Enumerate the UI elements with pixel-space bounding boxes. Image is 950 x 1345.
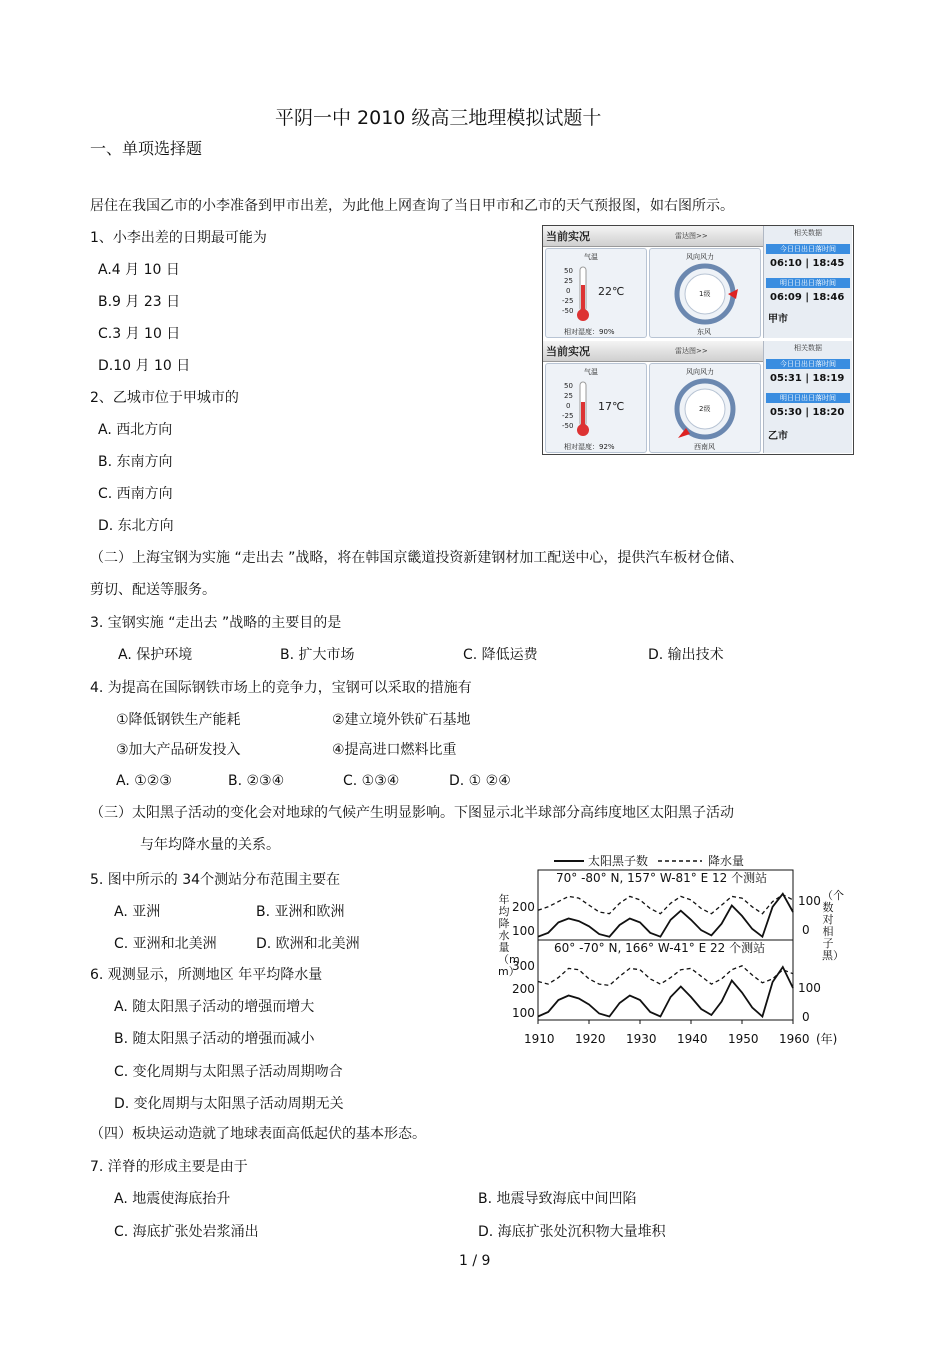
- thermo-scale-4: -25: [562, 297, 574, 305]
- q2-option-c[interactable]: C. 西南方向: [98, 486, 173, 502]
- wind-level: 1级: [699, 290, 711, 298]
- wind-direction: 西南风: [694, 443, 715, 451]
- q2-option-a[interactable]: A. 西北方向: [98, 422, 173, 438]
- wind-direction: 东风: [697, 328, 711, 336]
- page-number: 1 / 9: [459, 1253, 491, 1269]
- panel2-series: [538, 966, 793, 1017]
- q2-option-d[interactable]: D. 东北方向: [98, 518, 174, 534]
- q6-stem: 6. 观测显示，所测地区 年平均降水量: [90, 967, 323, 983]
- q3-option-b[interactable]: B. 扩大市场: [280, 647, 355, 663]
- today-sun-time: 05:31 | 18:19: [770, 373, 845, 384]
- q1-option-b[interactable]: B.9 月 23 日: [98, 294, 181, 310]
- q5-option-d[interactable]: D. 欧洲和北美洲: [256, 936, 360, 952]
- q1-stem: 1、小李出差的日期最可能为: [90, 230, 267, 246]
- panel1-left-tick-100: 100: [512, 924, 535, 938]
- thermo-scale-5: -50: [562, 307, 574, 315]
- thermometer-icon: [576, 380, 590, 438]
- q5-option-a[interactable]: A. 亚洲: [114, 904, 161, 920]
- wind-label: 风向风力: [686, 368, 714, 376]
- panel1-title: 70° -80° N, 157° W-81° E 12 个测站: [556, 871, 768, 885]
- q7-option-a[interactable]: A. 地震使海底抬升: [114, 1191, 231, 1207]
- intro-paragraph: 居住在我国乙市的小李准备到甲市出差，为此他上网查询了当日甲市和乙市的天气预报图，如右图所示。: [90, 198, 734, 214]
- q7-stem: 7. 洋脊的形成主要是由于: [90, 1159, 248, 1175]
- panel2-left-tick-100: 100: [512, 1006, 535, 1020]
- temperature-box: [545, 363, 647, 453]
- city-name: 甲市: [768, 314, 788, 325]
- x-tick-label: 1930: [626, 1032, 657, 1046]
- q4-item-3: ③加大产品研发投入: [116, 742, 241, 758]
- weather-panel-yi: [543, 341, 851, 453]
- x-axis-ticks: [524, 1020, 810, 1046]
- thermo-scale-4: -25: [562, 412, 574, 420]
- x-tick-label: 1950: [728, 1032, 759, 1046]
- panel2-sunspot-line: [538, 967, 793, 1017]
- panel-header-title: 当前实况: [546, 345, 590, 358]
- q3-stem: 3. 宝钢实施 “走出去 ”战略的主要目的是: [90, 615, 342, 631]
- thermo-scale-1: 50: [564, 267, 573, 275]
- thermo-scale-1: 50: [564, 382, 573, 390]
- sun-data-box: [763, 341, 852, 453]
- panel1-right-tick-0: 0: [802, 923, 810, 937]
- temperature-label: 气温: [584, 253, 598, 261]
- q4-item-4: ④提高进口燃料比重: [332, 742, 457, 758]
- temperature-value: 22℃: [598, 285, 625, 298]
- q4-stem: 4. 为提高在国际钢铁市场上的竞争力，宝钢可以采取的措施有: [90, 680, 472, 696]
- section-heading: 一、单项选择题: [90, 139, 203, 158]
- thermo-scale-3: 0: [566, 402, 571, 410]
- panel2-right-tick-0: 0: [802, 1010, 810, 1024]
- temperature-label: 气温: [584, 368, 598, 376]
- panel1-precip-line: [538, 895, 793, 914]
- tomorrow-sun-time: 05:30 | 18:20: [770, 407, 845, 418]
- q3-option-c[interactable]: C. 降低运费: [463, 647, 538, 663]
- x-axis-unit: (年): [816, 1032, 838, 1046]
- wind-box: [649, 248, 761, 338]
- panel1-right-tick-100: 100: [798, 894, 821, 908]
- thermo-scale-3: 0: [566, 287, 571, 295]
- weather-figure: [542, 225, 854, 455]
- left-axis-label: 年均降水量（mm）: [498, 893, 520, 978]
- q2-option-b[interactable]: B. 东南方向: [98, 454, 173, 470]
- thermo-scale-2: 25: [564, 277, 573, 285]
- part2-paragraph-line2: 剪切、配送等服务。: [90, 582, 216, 598]
- q4-option-d[interactable]: D. ① ②④: [449, 773, 511, 789]
- sunspot-precipitation-chart: [496, 850, 846, 1054]
- thermo-scale-2: 25: [564, 392, 573, 400]
- city-name: 乙市: [768, 431, 788, 442]
- data-header: 相关数据: [794, 344, 822, 352]
- q2-stem: 2、乙城市位于甲城市的: [90, 390, 239, 406]
- q4-option-c[interactable]: C. ①③④: [343, 773, 400, 789]
- legend-sunspot: 太阳黑子数: [588, 854, 649, 868]
- panel2-right-tick-100: 100: [798, 981, 821, 995]
- q4-option-a[interactable]: A. ①②③: [116, 773, 172, 789]
- wind-level: 2级: [699, 405, 711, 413]
- panel1-sunspot-line: [538, 894, 793, 937]
- q5-option-b[interactable]: B. 亚洲和欧洲: [256, 904, 345, 920]
- q6-option-a[interactable]: A. 随太阳黑子活动的增强而增大: [114, 999, 315, 1015]
- q6-option-c[interactable]: C. 变化周期与太阳黑子活动周期吻合: [114, 1064, 343, 1080]
- thermo-scale-5: -50: [562, 422, 574, 430]
- q1-option-a[interactable]: A.4 月 10 日: [98, 262, 180, 278]
- tomorrow-sun-label: 明日日出日落时间: [766, 278, 850, 288]
- legend-precip: 降水量: [708, 854, 745, 868]
- part3-paragraph-line1: （三）太阳黑子活动的变化会对地球的气候产生明显影响。下图显示北半球部分高纬度地区太阳黑子活动: [90, 805, 734, 821]
- chart-canvas: [496, 850, 846, 1050]
- part2-paragraph-line1: （二）上海宝钢为实施 “走出去 ”战略，将在韩国京畿道投资新建钢材加工配送中心，提供汽车板材仓储、: [90, 550, 744, 566]
- radar-link[interactable]: 雷达图>>: [675, 347, 708, 355]
- panel-header-title: 当前实况: [546, 230, 590, 243]
- wind-box: [649, 363, 761, 453]
- panel2-title: 60° -70° N, 166° W-41° E 22 个测站: [554, 941, 766, 955]
- temperature-value: 17℃: [598, 400, 625, 413]
- x-tick-label: 1940: [677, 1032, 708, 1046]
- thermometer-icon: [576, 265, 590, 323]
- panel2-left-tick-200: 200: [512, 982, 535, 996]
- q1-option-c[interactable]: C.3 月 10 日: [98, 326, 181, 342]
- radar-link[interactable]: 雷达图>>: [675, 232, 708, 240]
- humidity-text: 相对湿度：92%: [564, 443, 615, 451]
- part3-paragraph-line2: 与年均降水量的关系。: [140, 837, 280, 853]
- q1-option-d[interactable]: D.10 月 10 日: [98, 358, 191, 374]
- q7-option-d[interactable]: D. 海底扩张处沉积物大量堆积: [478, 1224, 666, 1240]
- humidity-text: 相对湿度：90%: [564, 328, 615, 336]
- x-tick-label: 1920: [575, 1032, 606, 1046]
- page-title: 平阴一中 2010 级高三地理模拟试题十: [275, 107, 602, 129]
- sun-data-box: [763, 226, 852, 338]
- weather-panel-jia: [543, 226, 851, 338]
- panel1-left-tick-200: 200: [512, 900, 535, 914]
- data-header: 相关数据: [794, 229, 822, 237]
- tomorrow-sun-time: 06:09 | 18:46: [770, 292, 845, 303]
- q6-option-b[interactable]: B. 随太阳黑子活动的增强而减小: [114, 1031, 315, 1047]
- q3-option-d[interactable]: D. 输出技术: [648, 647, 724, 663]
- x-tick-label: 1960: [779, 1032, 810, 1046]
- q4-option-b[interactable]: B. ②③④: [228, 773, 285, 789]
- q4-item-1: ①降低钢铁生产能耗: [116, 712, 241, 728]
- q6-option-d[interactable]: D. 变化周期与太阳黑子活动周期无关: [114, 1096, 344, 1112]
- q3-option-a[interactable]: A. 保护环境: [118, 647, 193, 663]
- q7-option-c[interactable]: C. 海底扩张处岩浆涌出: [114, 1224, 259, 1240]
- temperature-box: [545, 248, 647, 338]
- part4-paragraph: （四）板块运动造就了地球表面高低起伏的基本形态。: [90, 1126, 426, 1142]
- today-sun-label: 今日日出日落时间: [766, 244, 850, 254]
- today-sun-label: 今日日出日落时间: [766, 359, 850, 369]
- tomorrow-sun-label: 明日日出日落时间: [766, 393, 850, 403]
- q7-option-b[interactable]: B. 地震导致海底中间凹陷: [478, 1191, 637, 1207]
- panel2-left-tick-300: 300: [512, 959, 535, 973]
- today-sun-time: 06:10 | 18:45: [770, 258, 845, 269]
- q4-item-2: ②建立境外铁矿石基地: [332, 712, 471, 728]
- panel2-precip-line: [538, 966, 793, 986]
- q5-stem: 5. 图中所示的 34个测站分布范围主要在: [90, 872, 341, 888]
- panel1-series: [538, 894, 793, 937]
- wind-label: 风向风力: [686, 253, 714, 261]
- q5-option-c[interactable]: C. 亚洲和北美洲: [114, 936, 217, 952]
- x-tick-label: 1910: [524, 1032, 555, 1046]
- right-axis-label: （个数对相子黑）: [822, 889, 844, 962]
